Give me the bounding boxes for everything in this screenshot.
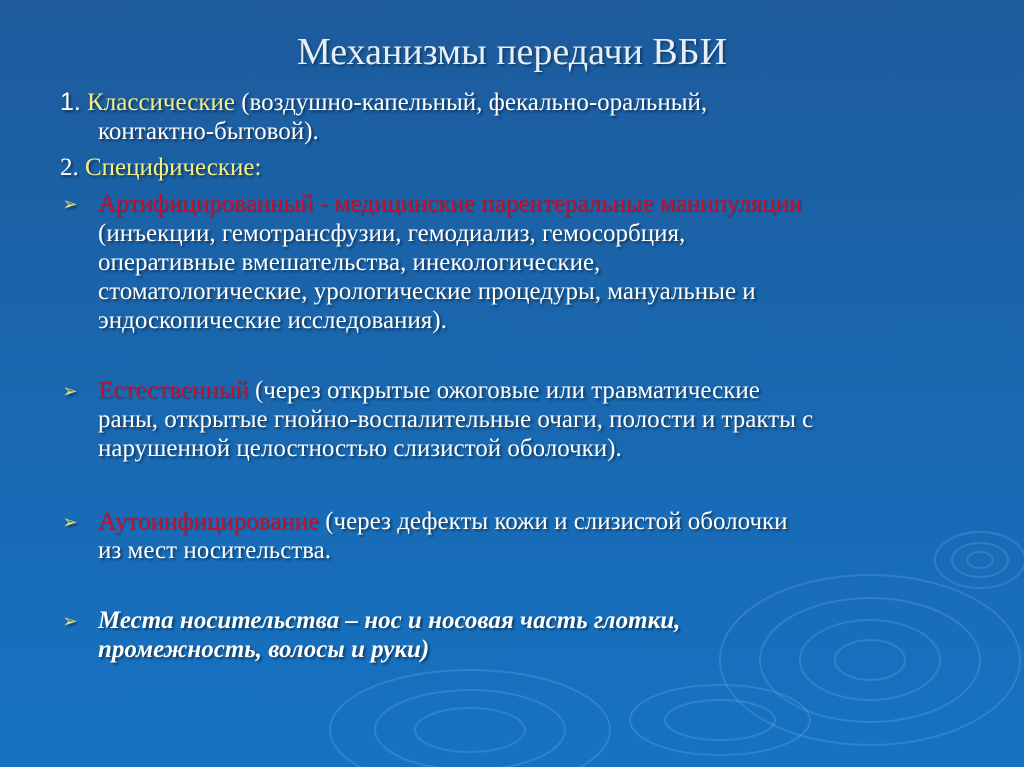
bullet-4-line-1: Места носительства – нос и носовая часть глотки, [98,607,681,634]
item-1-line-1 [60,87,707,118]
bullet-arrow-icon: ➢ [62,381,78,402]
bullet-2-line-1 [98,376,760,406]
bullet-1-line-1: (инъекции, гемотрансфузии, гемодиализ, гемосорбция, [98,220,686,247]
bullet-3-line-2: из мест носительства. [98,537,332,564]
bullet-2-first-rest: (через открытые ожоговые или травматические [248,377,760,404]
item-1-text-line-2: контактно-бытовой). [98,118,319,145]
bullet-arrow-icon: ➢ [62,194,78,215]
bullet-3-first-rest: (через дефекты кожи и слизистой оболочки [318,508,788,535]
bullet-1-highlight: Артифицированный - медицинские парентеральные манипуляции [98,190,803,217]
bullet-1-line-3: стоматологические, урологические процедуры, мануальные и [98,278,756,305]
item-2-number: 2. [60,154,79,181]
item-2-line [60,153,261,183]
bullet-2-line-3: нарушенной целостностью слизистой оболочки). [98,435,622,462]
bullet-3-highlight: Аутоинфицирование [98,508,319,535]
bullet-2-highlight: Естественный [98,377,249,404]
bullet-1-line-4: эндоскопические исследования). [98,307,447,334]
bullet-2-line-2: раны, открытые гнойно-воспалительные очаги, полости и тракты с [98,406,814,433]
bullet-arrow-icon: ➢ [62,512,78,533]
bullet-1-line-2: оперативные вмешательства, инекологические, [98,249,601,276]
bullet-4-line-2: промежность, волосы и руки) [98,636,430,663]
item-2-highlight: Специфические: [85,154,262,181]
bullet-arrow-icon: ➢ [62,611,78,632]
bullet-3-line-1 [98,507,788,537]
item-1-number: 1. [60,88,81,116]
item-1-text-line-1: (воздушно-капельный, фекально-оральный, [241,89,708,116]
slide-title: Механизмы передачи ВБИ [296,31,728,73]
item-1-highlight: Классические [87,89,235,116]
